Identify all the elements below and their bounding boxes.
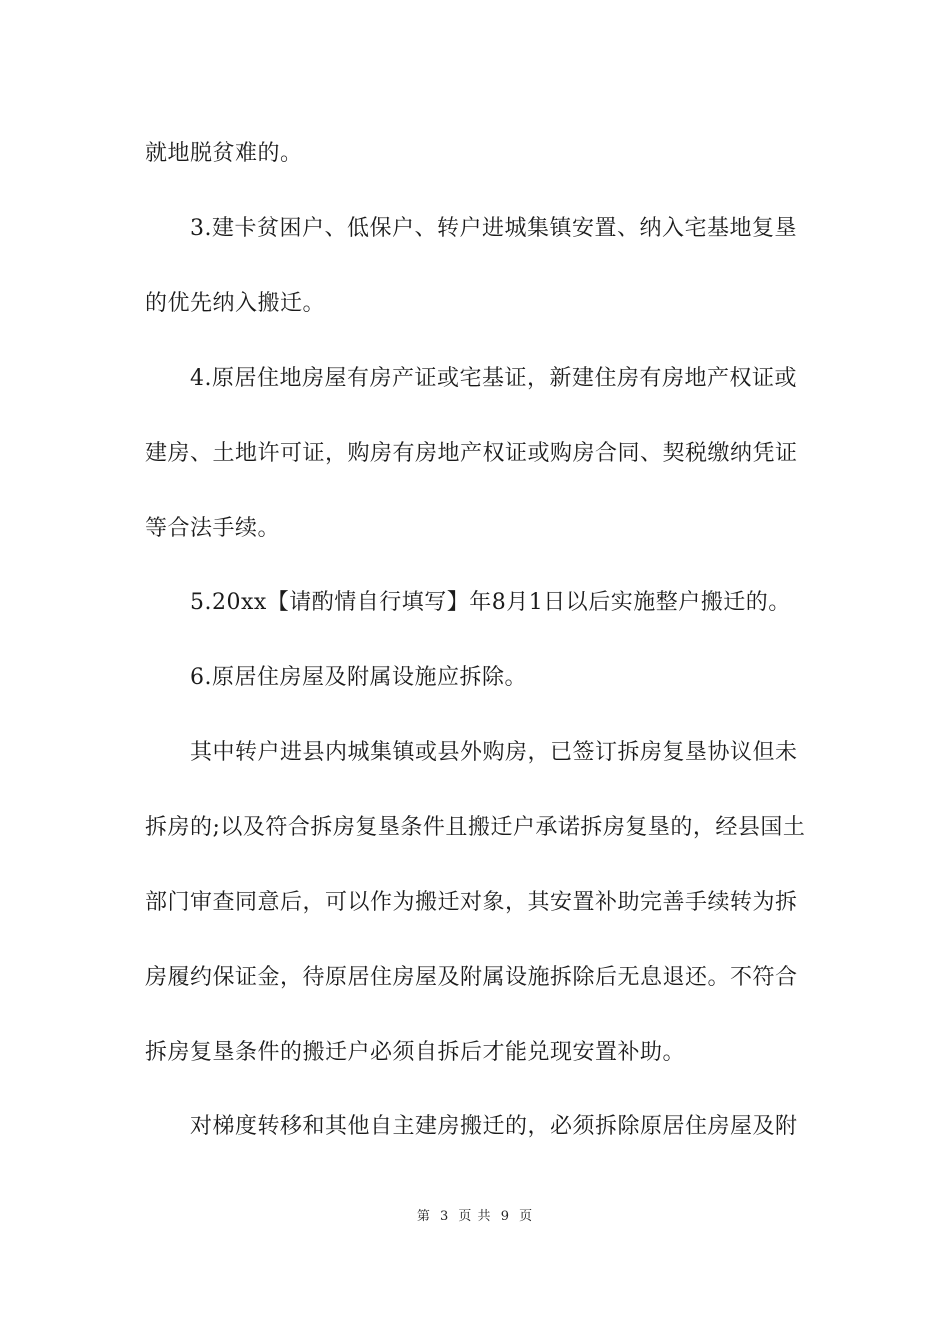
footer-suffix: 页 [519,1209,534,1224]
footer-current-page: 3 [440,1209,450,1224]
text-line: 拆房复垦条件的搬迁户必须自拆后才能兑现安置补助。 [145,1040,686,1065]
footer-prefix: 第 [416,1209,431,1224]
text-line: 的优先纳入搬迁。 [145,291,326,316]
footer-total-pages: 9 [500,1209,510,1224]
text-line: 建房、土地许可证，购房有房地产权证或购房合同、契税缴纳凭证 [145,441,798,466]
page-footer [0,1208,950,1226]
text-line: 房履约保证金，待原居住房屋及附属设施拆除后无息退还。不符合 [145,965,798,990]
text-line: 拆房的;以及符合拆房复垦条件且搬迁户承诺拆房复垦的，经县国土 [145,815,806,840]
text-line: 等合法手续。 [145,516,281,541]
text-line: 5.20xx【请酌情自行填写】年8月1日以后实施整户搬迁的。 [190,590,791,615]
text-line: 就地脱贫难的。 [145,141,303,166]
text-line: 6.原居住房屋及附属设施应拆除。 [190,665,527,690]
text-line: 部门审查同意后，可以作为搬迁对象，其安置补助完善手续转为拆 [145,890,798,915]
text-line: 其中转户进县内城集镇或县外购房，已签订拆房复垦协议但未 [190,740,798,765]
text-line: 对梯度转移和其他自主建房搬迁的，必须拆除原居住房屋及附 [190,1114,798,1139]
footer-middle: 页 共 [458,1209,492,1224]
text-line: 4.原居住地房屋有房产证或宅基证，新建住房有房地产权证或 [190,366,797,391]
text-line: 3.建卡贫困户、低保户、转户进城集镇安置、纳入宅基地复垦 [190,216,797,241]
